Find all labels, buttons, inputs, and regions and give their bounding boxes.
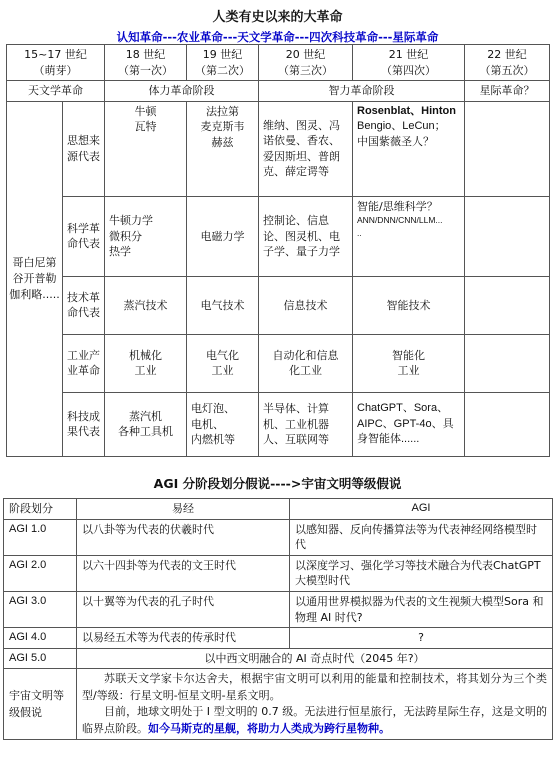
row-technology-revolution	[7, 276, 550, 334]
agi-cell: 以感知器、反向传播算法等为代表神经网络模型时代	[290, 519, 553, 555]
header-stage: 阶段划分	[4, 499, 77, 520]
row-label: 科技成果代表	[63, 392, 105, 456]
header-yijing: 易经	[77, 499, 290, 520]
century-21: 21 世纪 （第四次）	[353, 45, 465, 81]
cell-18: 蒸汽技术	[105, 276, 187, 334]
cell-22	[465, 196, 550, 276]
cell-20: 维纳、图灵、冯诺依曼、香农、爱因斯坦、普朗克、薛定谔等	[259, 101, 353, 196]
yijing-cell: 以六十四卦等为代表的文王时代	[77, 555, 290, 591]
century-19: 19 世纪 （第二次）	[187, 45, 259, 81]
cell-18: 机械化 工业	[105, 334, 187, 392]
cell-21: ChatGPT、Sora、AIPC、GPT-4o、具身智能体......	[353, 392, 465, 456]
cell-20: 信息技术	[259, 276, 353, 334]
century-header-row	[7, 45, 550, 81]
civilization-hypothesis-row	[4, 669, 553, 740]
agi-cell: 以通用世界模拟器为代表的文生视频大模型Sora 和物理 AI 时代?	[290, 592, 553, 628]
yijing-cell: 以八卦等为代表的伏羲时代	[77, 519, 290, 555]
row-industry-revolution	[7, 334, 550, 392]
cell-19: 电气技术	[187, 276, 259, 334]
century-20: 20 世纪 （第三次）	[259, 45, 353, 81]
cell-18: 牛顿力学 微积分 热学	[105, 196, 187, 276]
hypothesis-label: 宇宙文明等级假说	[4, 669, 77, 740]
agi-table-title: AGI 分阶段划分假说---->宇宙文明等级假说	[153, 476, 402, 491]
hypothesis-paragraph-2: 目前，地球文明处于 I 型文明的 0.7 级。无法进行恒星旅行，无法跨星际生存，这是文明的临界点阶段。如今马斯克的星舰，将助力人类成为跨行星物种。	[82, 705, 547, 735]
row-tech-achievements	[7, 392, 550, 456]
cell-20: 半导体、计算机、工业机器人、互联网等	[259, 392, 353, 456]
yijing-cell: 以十翼等为代表的孔子时代	[77, 592, 290, 628]
stage-cell: AGI 1.0	[4, 519, 77, 555]
cell-22	[465, 392, 550, 456]
stage-cell: AGI 3.0	[4, 592, 77, 628]
cell-18: 蒸汽机 各种工具机	[105, 392, 187, 456]
cell-21: 智能化 工业	[353, 334, 465, 392]
cell-22	[465, 334, 550, 392]
cell-22	[465, 276, 550, 334]
cell-21: 智能技术	[353, 276, 465, 334]
agi-row	[4, 628, 553, 649]
stage-row	[7, 81, 550, 102]
cell-19: 电气化 工业	[187, 334, 259, 392]
cell-19: 电灯泡、 电机、 内燃机等	[187, 392, 259, 456]
agi-row	[4, 555, 553, 591]
century-18: 18 世纪 （第一次）	[105, 45, 187, 81]
hypothesis-paragraph-1: 苏联天文学家卡尔达舍夫，根据宇宙文明可以利用的能量和控制技术，将其划分为三个类型/等级：行星文明-恒星文明-星系文明。	[82, 672, 547, 702]
musk-starship-note: 如今马斯克的星舰，将助力人类成为跨行星物种。	[148, 721, 390, 735]
cell-20: 控制论、信息论、图灵机、电子学、量子力学	[259, 196, 353, 276]
century-15-17: 15~17 世纪 （萌芽）	[7, 45, 105, 81]
row-thought-source	[7, 101, 550, 196]
row-label: 科学革命代表	[63, 196, 105, 276]
hypothesis-text	[77, 669, 553, 740]
header-agi: AGI	[290, 499, 553, 520]
stage-intellectual: 智力革命阶段	[259, 81, 465, 102]
yijing-cell: 以易经五术等为代表的传承时代	[77, 628, 290, 649]
agi-header-row	[4, 499, 553, 520]
page-title: 人类有史以来的大革命	[212, 10, 343, 25]
stage-cell: AGI 4.0	[4, 628, 77, 649]
row-science-revolution	[7, 196, 550, 276]
agi-cell: ?	[290, 628, 553, 649]
revolutions-table	[6, 44, 550, 457]
agi-cell: 以深度学习、强化学习等技术融合为代表ChatGPT 大模型时代	[290, 555, 553, 591]
cell-21: Rosenblat、Hinton Bengio、LeCun； 中国紫薇圣人？	[353, 101, 465, 196]
merged-cell: 以中西文明融合的 AI 奇点时代（2045 年?）	[77, 648, 553, 669]
stage-astronomy: 天文学革命	[7, 81, 105, 102]
stage-interstellar: 星际革命？	[465, 81, 550, 102]
stage-cell: AGI 2.0	[4, 555, 77, 591]
row-label: 思想来源代表	[63, 101, 105, 196]
cell-19: 法拉第 麦克斯韦 赫兹	[187, 101, 259, 196]
agi-stage-table	[3, 498, 553, 740]
stage-cell: AGI 5.0	[4, 648, 77, 669]
cell-20: 自动化和信息 化工业	[259, 334, 353, 392]
cell-21: 智能/思维科学？ ANN/DNN/CNN/LLM... ..	[353, 196, 465, 276]
early-astronomers-cell: 哥白尼第谷开普勒伽利略.....	[7, 101, 63, 456]
cell-22	[465, 101, 550, 196]
agi-row	[4, 592, 553, 628]
cell-19: 电磁力学	[187, 196, 259, 276]
agi-row	[4, 648, 553, 669]
cell-18: 牛顿 瓦特	[105, 101, 187, 196]
row-label: 技术革命代表	[63, 276, 105, 334]
century-22: 22 世纪 （第五次）	[465, 45, 550, 81]
stage-physical: 体力革命阶段	[105, 81, 259, 102]
agi-row	[4, 519, 553, 555]
revolutions-subtitle: 认知革命---农业革命---天文学革命---四次科技革命---星际革命	[116, 30, 439, 44]
row-label: 工业产业革命	[63, 334, 105, 392]
